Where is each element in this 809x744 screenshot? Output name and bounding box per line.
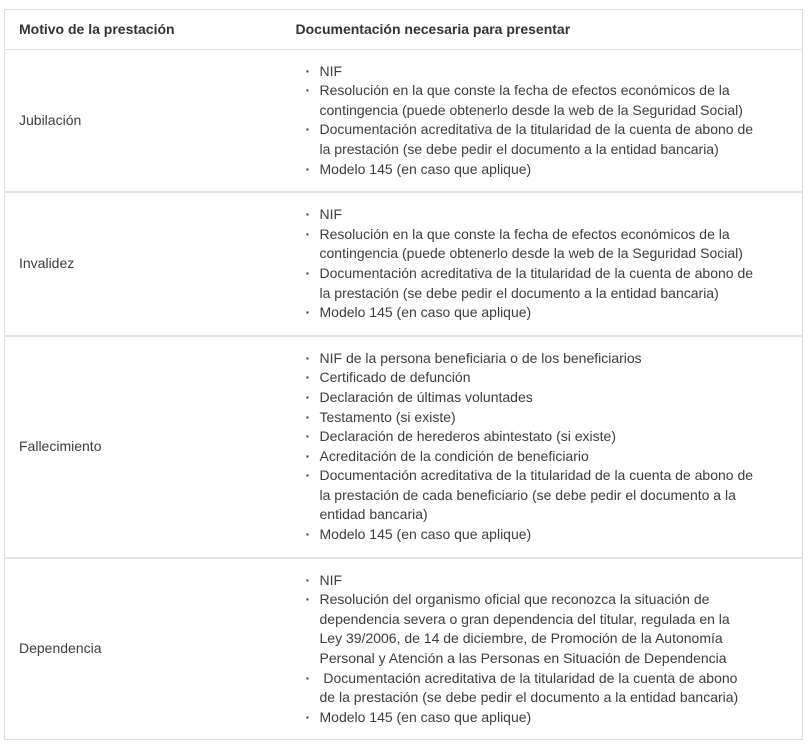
doc-text: Resolución en la que conste la fecha de efectos económicos de la contingencia (puede obtenerlo desde la web de la Seguridad Social) — [319, 225, 743, 262]
doc-item — [306, 264, 756, 303]
table-container — [4, 9, 803, 740]
doc-item — [306, 388, 756, 408]
doc-text: NIF — [319, 571, 343, 588]
bullet-icon: · — [305, 304, 311, 321]
table-row-invalidez — [5, 192, 803, 336]
bullet-icon: · — [305, 591, 311, 608]
doc-text: Resolución del organismo oficial que reconozca la situación de dependencia severa o gran dependencia del titular, regulada en la Ley 39/2006, de 14 de diciembre, de Promoción de la Autonomía Personal y Atención a las Personas en Situación de Dependencia — [319, 591, 734, 667]
doc-item — [306, 669, 756, 708]
docs-list — [296, 62, 756, 180]
docs-cell — [282, 558, 803, 740]
bullet-icon: · — [305, 160, 311, 177]
table-body — [5, 49, 803, 740]
doc-item — [306, 571, 756, 591]
bullet-icon: · — [305, 82, 311, 99]
docs-list — [296, 205, 756, 323]
doc-text: Modelo 145 (en caso que aplique) — [319, 304, 532, 321]
table-row-dependencia — [5, 558, 803, 740]
doc-text: Resolución en la que conste la fecha de efectos económicos de la contingencia (puede obtenerlo desde la web de la Seguridad Social) — [319, 82, 743, 118]
doc-item — [306, 590, 756, 668]
table-row-jubilacion — [5, 49, 803, 192]
doc-item — [306, 120, 756, 159]
bullet-icon: · — [305, 408, 311, 425]
docs-list — [296, 571, 756, 728]
doc-text: Declaración de herederos abintestato (si existe) — [319, 428, 616, 445]
bullet-icon: · — [305, 571, 311, 588]
doc-text: Modelo 145 (en caso que aplique) — [319, 526, 532, 543]
doc-item — [306, 349, 756, 369]
bullet-icon: · — [305, 264, 311, 281]
doc-item — [306, 447, 756, 467]
doc-item — [306, 368, 756, 388]
bullet-icon: · — [305, 467, 311, 484]
doc-text: NIF de la persona beneficiaria o de los beneficiarios — [319, 349, 642, 366]
bullet-icon: · — [305, 669, 311, 686]
motivo-label: Jubilación — [19, 111, 82, 128]
doc-item — [306, 408, 756, 428]
prestaciones-table — [4, 9, 803, 740]
bullet-icon: · — [305, 428, 311, 445]
doc-text: Documentación acreditativa de la titularidad de la cuenta de abono de la prestación (se debe pedir el documento a la entidad bancaria) — [319, 669, 742, 706]
motivo-label: Dependencia — [5, 558, 282, 740]
doc-text: Documentación acreditativa de la titularidad de la cuenta de abono de la prestación (se debe pedir el documento a la entidad bancaria) — [319, 121, 757, 157]
doc-item — [306, 62, 756, 82]
doc-item — [306, 466, 756, 525]
column-header-motivo: Motivo de la prestación — [5, 10, 282, 50]
bullet-icon: · — [305, 369, 311, 386]
doc-text: Modelo 145 (en caso que aplique) — [319, 708, 532, 725]
bullet-icon: · — [305, 708, 311, 725]
column-header-documentacion: Documentación necesaria para presentar — [282, 10, 803, 50]
bullet-icon: · — [305, 62, 311, 79]
table-row-fallecimiento — [5, 336, 803, 558]
doc-item — [306, 225, 756, 264]
table-header — [5, 10, 803, 50]
doc-text: Testamento (si existe) — [319, 408, 456, 425]
docs-list — [296, 349, 756, 545]
motivo-label: Invalidez — [5, 192, 282, 336]
header-row — [5, 10, 803, 50]
doc-item — [306, 81, 756, 120]
bullet-icon: · — [305, 206, 311, 223]
docs-cell — [282, 49, 803, 192]
bullet-icon: · — [305, 447, 311, 464]
doc-item — [306, 205, 756, 225]
doc-item — [306, 160, 756, 180]
docs-cell — [282, 192, 803, 336]
doc-item — [306, 303, 756, 323]
doc-item — [306, 708, 756, 728]
doc-text: Acreditación de la condición de beneficiario — [319, 447, 589, 464]
bullet-icon: · — [305, 388, 311, 405]
doc-text: Documentación acreditativa de la titularidad de la cuenta de abono de la prestación (se debe pedir el documento a la entidad bancaria) — [319, 264, 757, 301]
bullet-icon: · — [305, 526, 311, 543]
bullet-icon: · — [305, 121, 311, 138]
docs-cell — [282, 336, 803, 558]
doc-text: NIF — [319, 62, 343, 79]
doc-item — [306, 427, 756, 447]
bullet-icon: · — [305, 225, 311, 242]
doc-text: Certificado de defunción — [319, 369, 471, 386]
doc-text: Documentación acreditativa de la titularidad de la cuenta de abono de la prestación de cada beneficiario (se debe pedir el documento a la entidad bancaria) — [319, 467, 757, 523]
bullet-icon: · — [305, 349, 311, 366]
motivo-label: Fallecimiento — [5, 336, 282, 558]
doc-text: Declaración de últimas voluntades — [319, 388, 533, 405]
doc-text: NIF — [319, 206, 343, 223]
doc-text: Modelo 145 (en caso que aplique) — [319, 160, 532, 177]
doc-item — [306, 525, 756, 545]
